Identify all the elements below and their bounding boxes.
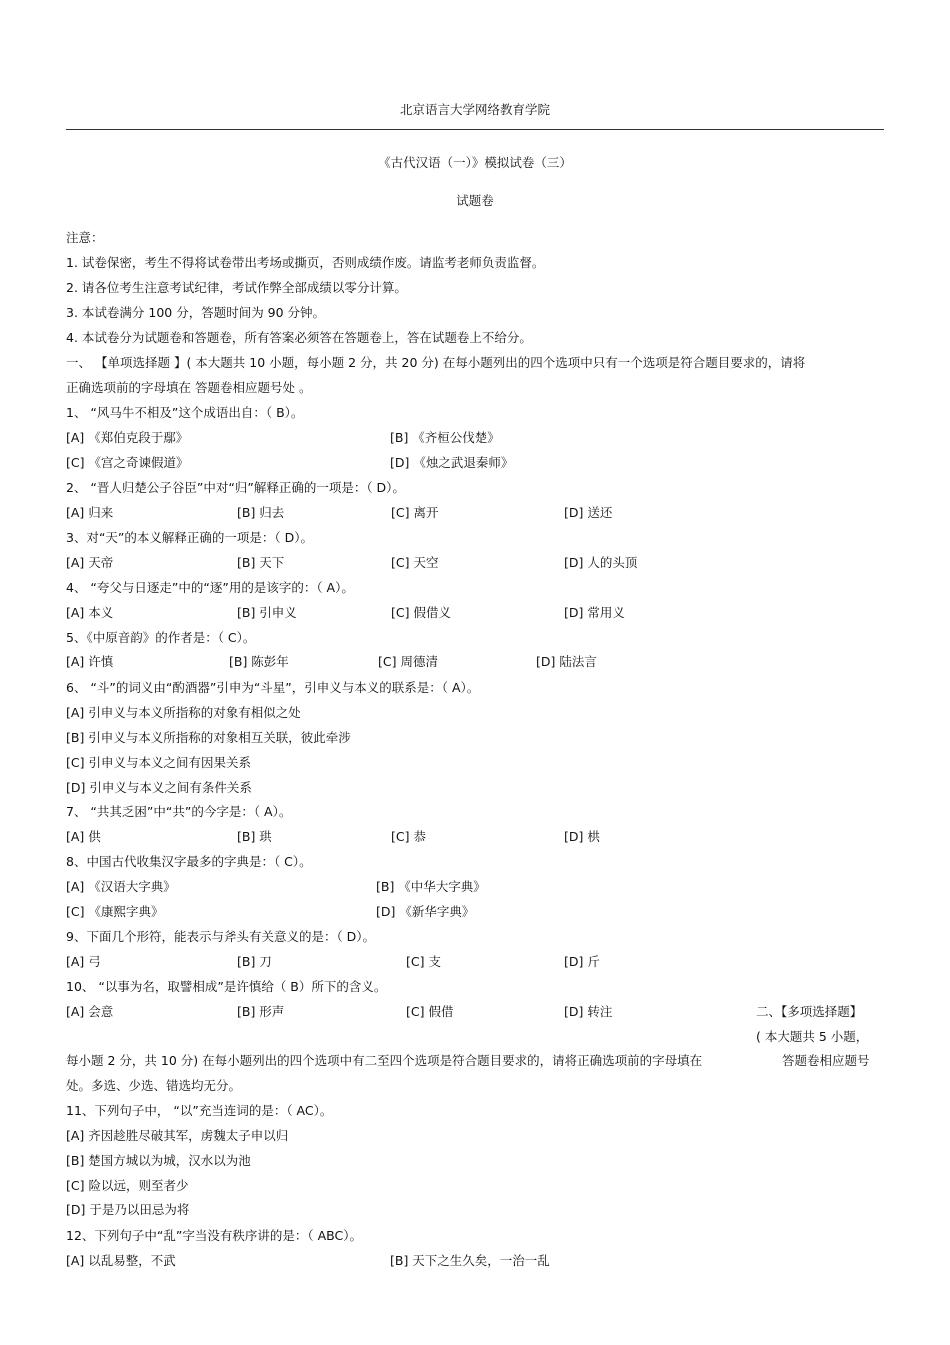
option-a: [A] 会意 xyxy=(66,1004,114,1019)
option-a: [A] 齐因趁胜尽破其军，虏魏太子申以归 xyxy=(66,1128,289,1143)
section2-heading: 答题卷相应题号 xyxy=(782,1053,870,1068)
section1-heading: 正确选项前的字母填在 答题卷相应题号处 。 xyxy=(66,380,312,395)
option-b: [B] 珙 xyxy=(237,829,272,844)
question-stem: 1、 “风马牛不相及”这个成语出自：（ B）。 xyxy=(66,405,304,420)
section2-heading: ( 本大题共 5 小题， xyxy=(756,1029,869,1044)
option-c: [C] 假借 xyxy=(406,1004,454,1019)
option-d: [D] 于是乃以田忌为将 xyxy=(66,1202,190,1217)
notice-item: 2. 请各位考生注意考试纪律，考试作弊全部成绩以零分计算。 xyxy=(66,280,407,295)
notice-heading: 注意： xyxy=(66,230,104,245)
option-b: [B] 《中华大字典》 xyxy=(376,879,486,894)
option-a: [A] 本义 xyxy=(66,605,114,620)
option-b: [B] 刀 xyxy=(237,954,272,969)
question-stem: 5、《中原音韵》的作者是：（ C）。 xyxy=(66,630,256,645)
option-d: [D] 陆法言 xyxy=(536,654,597,669)
option-b: [B] 引申义与本义所指称的对象相互关联，彼此牵涉 xyxy=(66,730,351,745)
option-d: [D] 常用义 xyxy=(564,605,625,620)
option-b: [B] 《齐桓公伐楚》 xyxy=(390,430,500,445)
header-rule xyxy=(66,129,884,130)
option-a: [A] 天帝 xyxy=(66,555,114,570)
exam-title: 《古代汉语（一）》模拟试卷（三） xyxy=(378,155,572,170)
option-c: [C] 离开 xyxy=(391,505,439,520)
question-stem: 12、下列句子中“乱”字当没有秩序讲的是：（ ABC）。 xyxy=(66,1228,362,1243)
option-c: [C] 假借义 xyxy=(391,605,451,620)
option-c: [C] 引申义与本义之间有因果关系 xyxy=(66,755,251,770)
option-c: [C] 险以远，则至者少 xyxy=(66,1178,189,1193)
option-a: [A] 《郑伯克段于鄢》 xyxy=(66,430,189,445)
option-d: [D] 斤 xyxy=(564,954,600,969)
question-stem: 10、 “以事为名，取譬相成”是许慎给（ B）所下的含义。 xyxy=(66,979,387,994)
question-stem: 4、 “夸父与日逐走”中的“逐”用的是该字的：（ A）。 xyxy=(66,580,354,595)
option-c: [C] 天空 xyxy=(391,555,439,570)
option-a: [A] 引申义与本义所指称的对象有相似之处 xyxy=(66,705,301,720)
option-d: [D] 送还 xyxy=(564,505,613,520)
option-d: [D] 栱 xyxy=(564,829,600,844)
question-stem: 9、下面几个形符，能表示与斧头有关意义的是：（ D）。 xyxy=(66,929,376,944)
section2-heading: 每小题 2 分，共 10 分) 在每小题列出的四个选项中有二至四个选项是符合题目要求的，请将正确选项前的字母填在 xyxy=(66,1053,703,1068)
option-b: [B] 形声 xyxy=(237,1004,285,1019)
question-stem: 7、 “共其乏困”中“共”的今字是：（ A）。 xyxy=(66,804,292,819)
institution-name: 北京语言大学网络教育学院 xyxy=(399,102,550,117)
option-b: [B] 天下 xyxy=(237,555,285,570)
question-stem: 11、下列句子中， “以”充当连词的是：（ AC）。 xyxy=(66,1103,333,1118)
option-d: [D] 《烛之武退秦师》 xyxy=(390,455,514,470)
option-d: [D] 人的头顶 xyxy=(564,555,638,570)
option-c: [C] 《宫之奇谏假道》 xyxy=(66,455,189,470)
option-d: [D] 转注 xyxy=(564,1004,613,1019)
option-a: [A] 弓 xyxy=(66,954,101,969)
section2-heading: 处。多选、少选、错选均无分。 xyxy=(66,1078,242,1093)
notice-item: 4. 本试卷分为试题卷和答题卷，所有答案必须答在答题卷上，答在试题卷上不给分。 xyxy=(66,330,532,345)
option-c: [C] 恭 xyxy=(391,829,426,844)
option-b: [B] 引申义 xyxy=(237,605,297,620)
option-a: [A] 以乱易整，不武 xyxy=(66,1253,176,1268)
section2-title: 二、【多项选择题】 xyxy=(756,1004,863,1019)
option-d: [D] 引申义与本义之间有条件关系 xyxy=(66,780,252,795)
section1-heading: 一、 【单项选择题 】( 本大题共 10 小题，每小题 2 分，共 20 分) 在每小题列出的四个选项中只有一个选项是符合题目要求的，请将 xyxy=(66,355,806,370)
question-stem: 6、 “斗”的词义由“酌酒器”引申为“斗星”，引申义与本义的联系是：（ A）。 xyxy=(66,680,480,695)
paper-type: 试题卷 xyxy=(456,193,494,208)
option-a: [A] 供 xyxy=(66,829,101,844)
option-c: [C] 周德清 xyxy=(378,654,438,669)
notice-item: 1. 试卷保密，考生不得将试卷带出考场或撕页，否则成绩作废。请监考老师负责监督。 xyxy=(66,255,545,270)
option-c: [C] 支 xyxy=(406,954,441,969)
option-a: [A] 归来 xyxy=(66,505,114,520)
question-stem: 2、 “晋人归楚公子谷臣”中对“归”解释正确的一项是：（ D）。 xyxy=(66,480,405,495)
question-stem: 3、对“天”的本义解释正确的一项是：（ D）。 xyxy=(66,530,314,545)
option-d: [D] 《新华字典》 xyxy=(376,904,475,919)
option-b: [B] 归去 xyxy=(237,505,285,520)
question-stem: 8、中国古代收集汉字最多的字典是：（ C）。 xyxy=(66,854,312,869)
option-a: [A] 《汉语大字典》 xyxy=(66,879,176,894)
option-c: [C] 《康熙字典》 xyxy=(66,904,164,919)
notice-item: 3. 本试卷满分 100 分，答题时间为 90 分钟。 xyxy=(66,305,326,320)
option-a: [A] 许慎 xyxy=(66,654,114,669)
option-b: [B] 天下之生久矣，一治一乱 xyxy=(390,1253,550,1268)
option-b: [B] 陈彭年 xyxy=(229,654,289,669)
option-b: [B] 楚国方城以为城，汉水以为池 xyxy=(66,1153,251,1168)
